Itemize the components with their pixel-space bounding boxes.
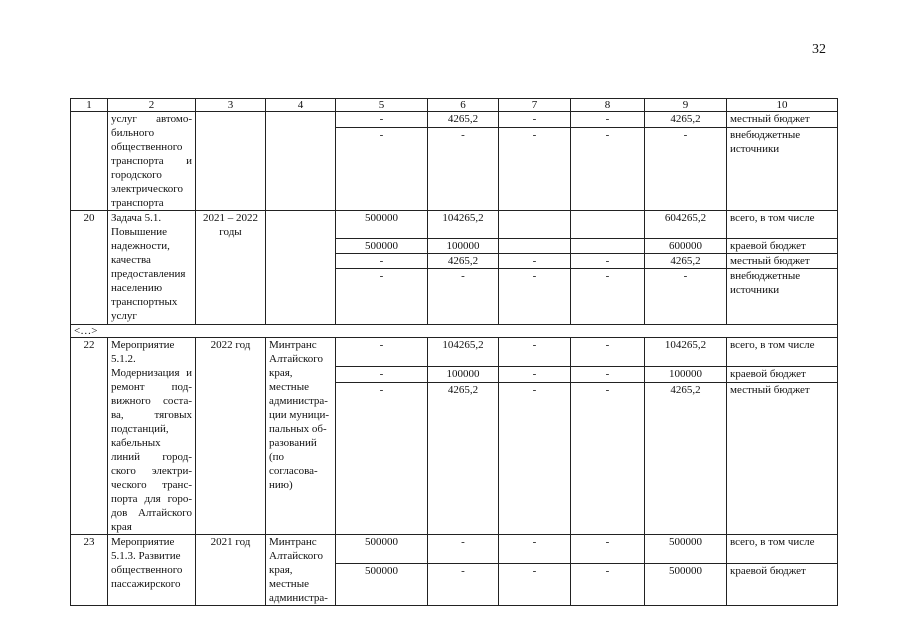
period bbox=[196, 112, 266, 211]
value-col9: 4265,2 bbox=[645, 254, 727, 269]
value-col7: - bbox=[499, 269, 571, 325]
table-row bbox=[71, 535, 838, 564]
value-col9: - bbox=[645, 127, 727, 210]
header-cell-1: 1 bbox=[71, 99, 108, 112]
value-col6: - bbox=[428, 535, 499, 564]
measure-name: Мероприятие 5.1.3. Развитие общественного пассажирского bbox=[108, 535, 196, 606]
value-col7: - bbox=[499, 127, 571, 210]
value-col5: - bbox=[336, 367, 428, 383]
header-cell-8: 8 bbox=[571, 99, 645, 112]
row-number: 22 bbox=[71, 338, 108, 535]
value-col8: - bbox=[571, 127, 645, 210]
header-cell-7: 7 bbox=[499, 99, 571, 112]
value-col6: - bbox=[428, 564, 499, 606]
value-col5: - bbox=[336, 269, 428, 325]
value-col9: - bbox=[645, 269, 727, 325]
value-col9: 104265,2 bbox=[645, 338, 727, 367]
value-col7 bbox=[499, 239, 571, 254]
value-col9: 604265,2 bbox=[645, 211, 727, 239]
value-col9: 4265,2 bbox=[645, 112, 727, 128]
value-col9: 500000 bbox=[645, 564, 727, 606]
value-col9: 500000 bbox=[645, 535, 727, 564]
value-col8 bbox=[571, 239, 645, 254]
omitted-rows-marker: <…> bbox=[71, 325, 838, 338]
header-cell-2: 2 bbox=[108, 99, 196, 112]
funding-source: местный бюджет bbox=[727, 254, 838, 269]
value-col5: - bbox=[336, 112, 428, 128]
value-col6: 104265,2 bbox=[428, 338, 499, 367]
page-number: 32 bbox=[812, 42, 826, 57]
measure-name: Задача 5.1. Повышение надежности, качества предоставления населению транспортных услуг bbox=[108, 211, 196, 325]
budget-table bbox=[70, 98, 838, 606]
value-col6: 4265,2 bbox=[428, 382, 499, 534]
ellipsis-row bbox=[71, 325, 838, 338]
value-col8: - bbox=[571, 338, 645, 367]
header-cell-5: 5 bbox=[336, 99, 428, 112]
funding-source: местный бюджет bbox=[727, 382, 838, 534]
executor bbox=[266, 112, 336, 211]
funding-source: краевой бюджет bbox=[727, 239, 838, 254]
row-number: 20 bbox=[71, 211, 108, 325]
value-col5: 500000 bbox=[336, 564, 428, 606]
value-col7: - bbox=[499, 535, 571, 564]
value-col8 bbox=[571, 211, 645, 239]
value-col6: 4265,2 bbox=[428, 254, 499, 269]
value-col7: - bbox=[499, 382, 571, 534]
period: 2021 год bbox=[196, 535, 266, 606]
value-col8: - bbox=[571, 535, 645, 564]
value-col6: - bbox=[428, 127, 499, 210]
value-col7: - bbox=[499, 338, 571, 367]
header-row bbox=[71, 99, 838, 112]
value-col8: - bbox=[571, 269, 645, 325]
funding-source: всего, в том числе bbox=[727, 338, 838, 367]
funding-source: внебюджетные источники bbox=[727, 269, 838, 325]
header-cell-6: 6 bbox=[428, 99, 499, 112]
value-col5: - bbox=[336, 127, 428, 210]
header-cell-9: 9 bbox=[645, 99, 727, 112]
value-col6: - bbox=[428, 269, 499, 325]
value-col8: - bbox=[571, 112, 645, 128]
value-col7 bbox=[499, 211, 571, 239]
value-col8: - bbox=[571, 382, 645, 534]
measure-name: Мероприятие 5.1.2. Модернизация и ремонт под-вижного соста-ва, тяговых подстанций, кабельных линий город-ского электри-ческого транс-порта для горо-дов Алтайского края bbox=[108, 338, 196, 535]
value-col9: 600000 bbox=[645, 239, 727, 254]
funding-source: всего, в том числе bbox=[727, 211, 838, 239]
funding-source: всего, в том числе bbox=[727, 535, 838, 564]
value-col9: 100000 bbox=[645, 367, 727, 383]
funding-source: внебюджетные источники bbox=[727, 127, 838, 210]
value-col7: - bbox=[499, 564, 571, 606]
executor: Минтранс Алтайского края, местные администра- bbox=[266, 535, 336, 606]
value-col5: 500000 bbox=[336, 535, 428, 564]
value-col6: 4265,2 bbox=[428, 112, 499, 128]
value-col9: 4265,2 bbox=[645, 382, 727, 534]
value-col5: - bbox=[336, 254, 428, 269]
header-cell-3: 3 bbox=[196, 99, 266, 112]
value-col7: - bbox=[499, 367, 571, 383]
funding-source: краевой бюджет bbox=[727, 564, 838, 606]
period: 2022 год bbox=[196, 338, 266, 535]
row-number: 23 bbox=[71, 535, 108, 606]
value-col6: 100000 bbox=[428, 367, 499, 383]
funding-source: местный бюджет bbox=[727, 112, 838, 128]
value-col6: 100000 bbox=[428, 239, 499, 254]
value-col7: - bbox=[499, 254, 571, 269]
table-row bbox=[71, 112, 838, 128]
value-col5: 500000 bbox=[336, 211, 428, 239]
period: 2021 – 2022 годы bbox=[196, 211, 266, 325]
value-col5: 500000 bbox=[336, 239, 428, 254]
value-col7: - bbox=[499, 112, 571, 128]
value-col5: - bbox=[336, 338, 428, 367]
row-number bbox=[71, 112, 108, 211]
table-row bbox=[71, 338, 838, 367]
measure-name: услуг автомо-бильного общественного транспорта и городского электрического транспорта bbox=[108, 112, 196, 211]
executor bbox=[266, 211, 336, 325]
value-col6: 104265,2 bbox=[428, 211, 499, 239]
executor: Минтранс Алтайского края, местные администра-ции муници-пальных об-разований (по согласова-нию) bbox=[266, 338, 336, 535]
table-row bbox=[71, 211, 838, 239]
value-col8: - bbox=[571, 254, 645, 269]
funding-source: краевой бюджет bbox=[727, 367, 838, 383]
value-col8: - bbox=[571, 367, 645, 383]
value-col8: - bbox=[571, 564, 645, 606]
value-col5: - bbox=[336, 382, 428, 534]
header-cell-10: 10 bbox=[727, 99, 838, 112]
header-cell-4: 4 bbox=[266, 99, 336, 112]
